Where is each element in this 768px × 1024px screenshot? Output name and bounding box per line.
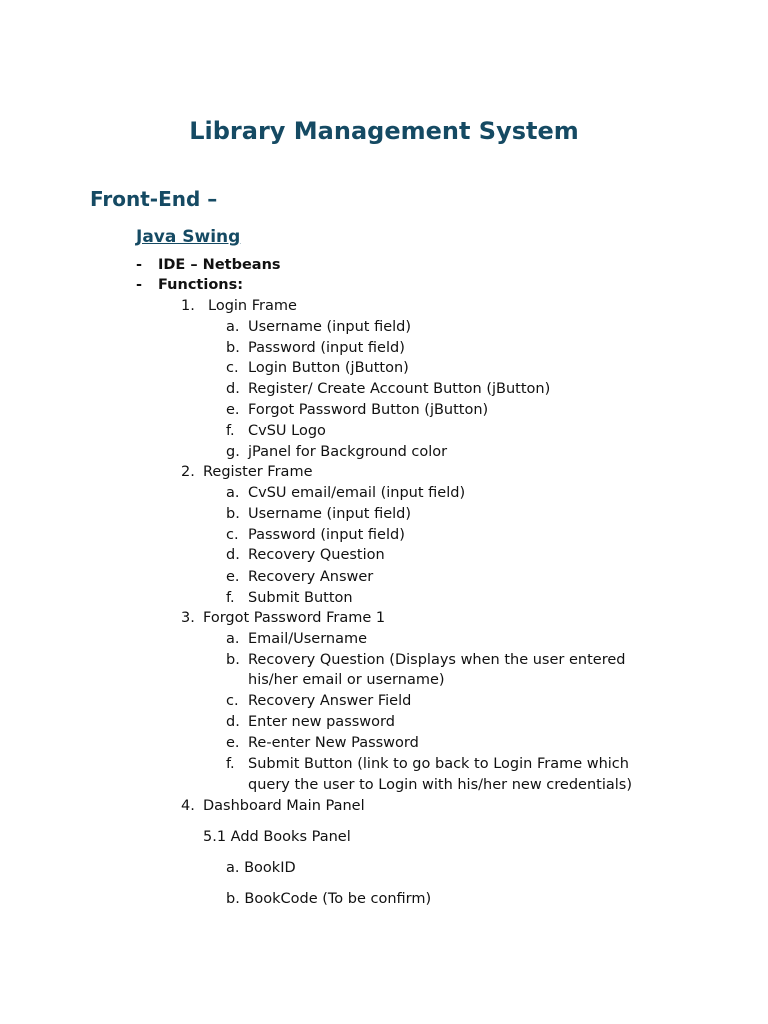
list-item: Recovery Answer [248,569,374,585]
list-item: Username (input field) [248,506,412,522]
list-item: CvSU email/email (input field) [248,485,466,501]
list-item: jPanel for Background color [248,444,448,460]
list-item-continuation: query the user to Login with his/her new credentials) [248,777,632,793]
list-letter: f. [226,756,235,772]
list-item: CvSU Logo [248,423,326,439]
list-item: a. BookID [226,860,296,876]
list-letter: e. [226,735,240,751]
frame-register-label: Register Frame [203,464,313,480]
sub-panel-add-books-label: 5.1 Add Books Panel [203,829,351,845]
list-letter: d. [226,547,240,563]
list-number: 1. [181,298,195,314]
bullet-functions: Functions: [158,277,244,293]
list-letter: g. [226,444,240,460]
list-letter: c. [226,527,239,543]
list-number: 4. [181,798,195,814]
list-letter: a. [226,319,240,335]
list-number: 3. [181,610,195,626]
list-item: b. BookCode (To be confirm) [226,891,432,907]
list-letter: a. [226,485,240,501]
list-letter: c. [226,693,239,709]
list-letter: f. [226,590,235,606]
list-letter: a. [226,631,240,647]
list-item: Re-enter New Password [248,735,419,751]
list-item: Submit Button (link to go back to Login Frame which [248,756,629,772]
bullet-marker: - [136,257,143,273]
list-item: Username (input field) [248,319,412,335]
list-letter: e. [226,569,240,585]
list-letter: b. [226,506,240,522]
list-letter: b. [226,340,240,356]
frame-forgot-password-label: Forgot Password Frame 1 [203,610,386,626]
list-item: Submit Button [248,590,353,606]
document-title: Library Management System [189,117,579,145]
list-item: Enter new password [248,714,395,730]
list-number: 2. [181,464,195,480]
list-item: Password (input field) [248,527,405,543]
list-item: Email/Username [248,631,368,647]
list-letter: e. [226,402,240,418]
list-item: Recovery Answer Field [248,693,412,709]
list-letter: b. [226,652,240,668]
list-item: Forgot Password Button (jButton) [248,402,489,418]
subsection-heading-java-swing: Java Swing [136,227,241,247]
list-item: Recovery Question (Displays when the user entered [248,652,626,668]
list-letter: f. [226,423,235,439]
list-letter: d. [226,381,240,397]
list-item: Recovery Question [248,547,385,563]
list-letter: c. [226,360,239,376]
list-item: Login Button (jButton) [248,360,409,376]
bullet-ide: IDE – Netbeans [158,257,281,273]
list-item: Register/ Create Account Button (jButton) [248,381,551,397]
frame-dashboard-label: Dashboard Main Panel [203,798,365,814]
list-item-continuation: his/her email or username) [248,672,445,688]
section-heading-front-end: Front-End – [90,187,218,211]
list-item: Password (input field) [248,340,405,356]
list-letter: d. [226,714,240,730]
frame-login-label: Login Frame [208,298,297,314]
bullet-marker: - [136,277,143,293]
